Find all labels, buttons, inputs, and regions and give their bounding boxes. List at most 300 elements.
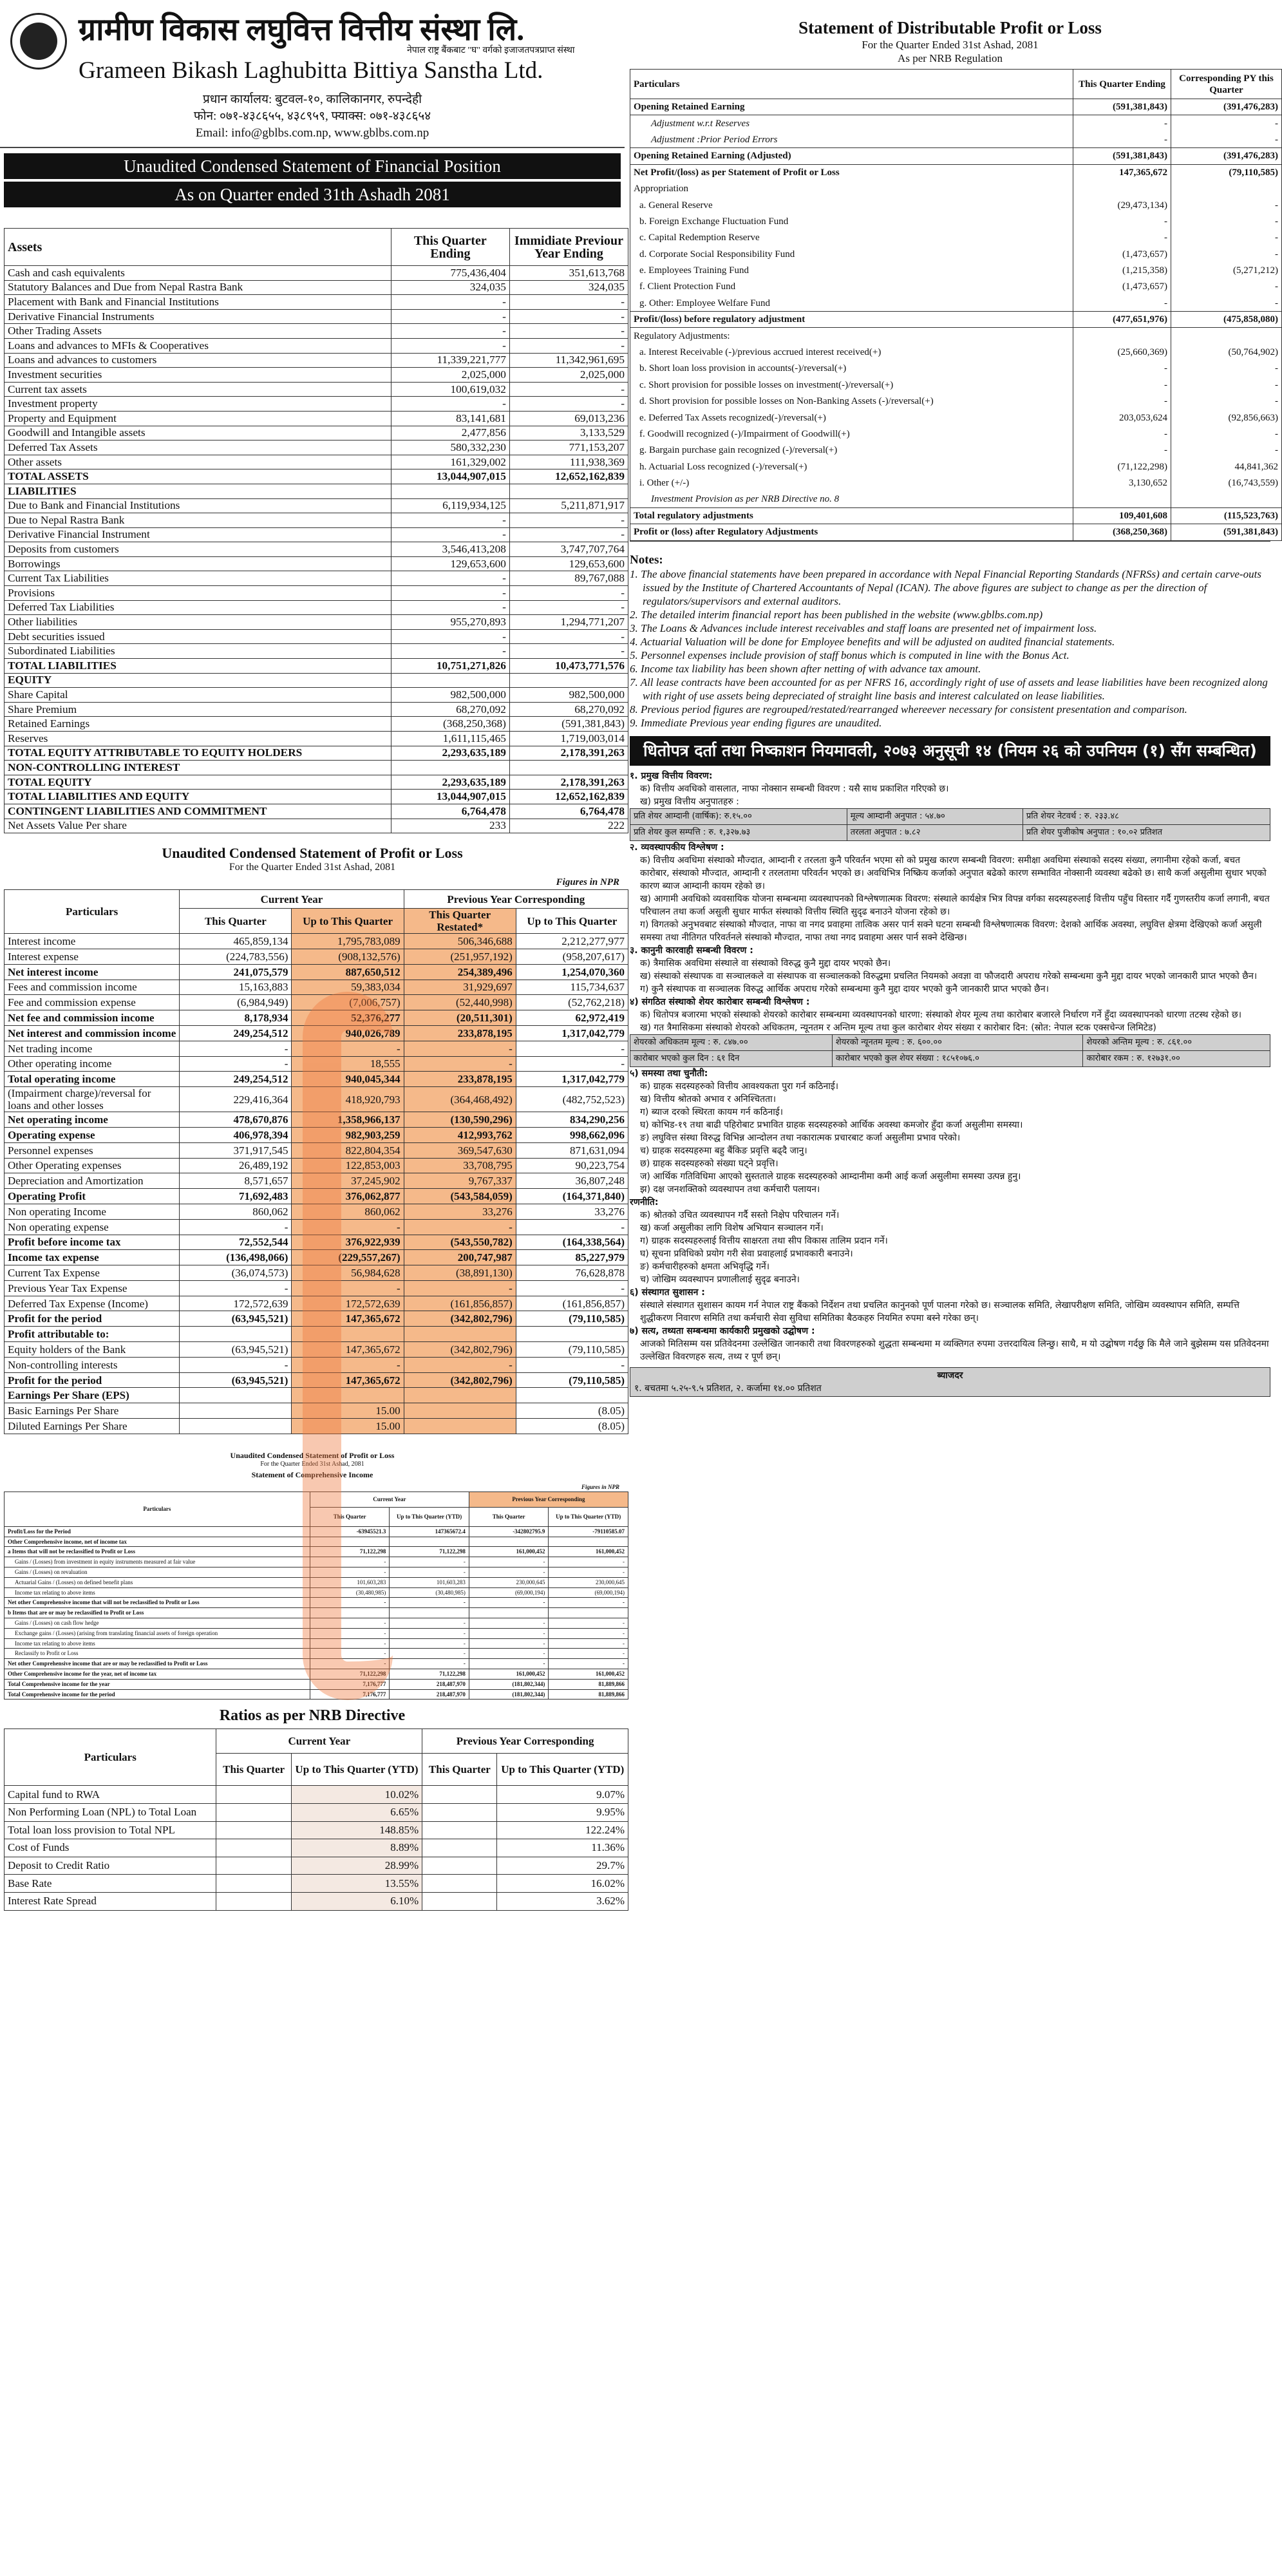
fp-head-prev: Immidiate Previour Year Ending bbox=[509, 229, 628, 266]
interest-rate-text: १. बचतमा ५.२५-९.५ प्रतिशत, २. कर्जामा १४.०० प्रतिशत bbox=[634, 1383, 822, 1394]
ci-row bbox=[5, 1628, 628, 1638]
pl-row bbox=[5, 1235, 628, 1250]
ci-val-2: 71,122,298 bbox=[390, 1547, 469, 1557]
ci-val-3: - bbox=[469, 1638, 549, 1649]
fp-row bbox=[5, 397, 628, 412]
rt-sub-2: This Quarter bbox=[422, 1754, 497, 1786]
fp-row bbox=[5, 266, 628, 281]
ratio-val-4: 11.36% bbox=[497, 1839, 628, 1857]
pl-row bbox=[5, 934, 628, 949]
note-item: 6. Income tax liability has been shown after netting of with advance tax amount. bbox=[630, 662, 981, 675]
ci-val-4: 161,000,452 bbox=[549, 1669, 628, 1680]
pl-sub-0: This Quarter bbox=[180, 909, 292, 934]
dp-this: - bbox=[1073, 131, 1171, 147]
fp-row bbox=[5, 688, 628, 703]
dp-this: (25,660,369) bbox=[1073, 344, 1171, 360]
pl-val-1 bbox=[180, 1388, 292, 1403]
dp-label: b. Short loan loss provision in accounts(-)/reversal(+) bbox=[630, 361, 1073, 377]
pl-row bbox=[5, 1219, 628, 1235]
box4-1: कारोबार भएको कुल शेयर संख्या : १८५१०७६.० bbox=[832, 1050, 1082, 1066]
ratio-val-2: 10.02% bbox=[291, 1786, 422, 1804]
dp-label: f. Client Protection Fund bbox=[630, 279, 1073, 295]
ci-val-2: 218,487,970 bbox=[390, 1689, 469, 1700]
fp-prev: 129,653,600 bbox=[509, 556, 628, 571]
pl-val-2: 59,383,034 bbox=[292, 980, 404, 995]
rt-head-particulars: Particulars bbox=[5, 1729, 216, 1786]
dp-label: e. Deferred Tax Assets recognized(-)/reversal(+) bbox=[630, 410, 1073, 426]
dp-label: Profit or (loss) after Regulatory Adjustments bbox=[630, 524, 1073, 540]
pl-val-1: 8,571,657 bbox=[180, 1173, 292, 1189]
pl-row bbox=[5, 1112, 628, 1128]
ci-row bbox=[5, 1649, 628, 1659]
pl-row bbox=[5, 1041, 628, 1056]
ci-val-4: 81,889,866 bbox=[549, 1689, 628, 1700]
fp-prev: 5,211,871,917 bbox=[509, 498, 628, 513]
pl-head-current: Current Year bbox=[180, 890, 404, 909]
ci-sub-2: This Quarter bbox=[469, 1507, 549, 1526]
d-p4a: क) धितोपत्र बजारमा भएको संस्थाको शेयरको कारोबार सम्बन्धमा व्यवस्थापनको धारणा: संस्थाको शेयर मूल्य तथा कारोबार बजारले निर्धारण गर्ने हुँदा व्यवस्थापनको धारणा तटस्थ रहेको छ। bbox=[640, 1009, 1241, 1020]
pl-row bbox=[5, 1127, 628, 1142]
fp-this: - bbox=[391, 629, 509, 644]
dp-row bbox=[630, 491, 1282, 507]
pl-val-1: (36,074,573) bbox=[180, 1265, 292, 1281]
pl-label: Other operating income bbox=[5, 1056, 180, 1072]
pl-label: Earnings Per Share (EPS) bbox=[5, 1388, 180, 1403]
fp-label: Deferred Tax Assets bbox=[5, 440, 391, 455]
ci-row bbox=[5, 1567, 628, 1578]
ratio-label: Non Performing Loan (NPL) to Total Loan bbox=[5, 1804, 216, 1822]
dp-this: - bbox=[1073, 377, 1171, 393]
dp-head-this: This Quarter Ending bbox=[1073, 70, 1171, 99]
ci-val-3: (69,000,194) bbox=[469, 1587, 549, 1598]
ci-val-1: - bbox=[310, 1567, 390, 1578]
ci-row bbox=[5, 1608, 628, 1618]
ci-val-3: 161,000,452 bbox=[469, 1547, 549, 1557]
dp-this: - bbox=[1073, 361, 1171, 377]
ratio-val-3 bbox=[422, 1786, 497, 1804]
pl-val-1: 371,917,545 bbox=[180, 1142, 292, 1158]
fp-this: - bbox=[391, 586, 509, 601]
dp-prev: - bbox=[1171, 115, 1281, 131]
dp-this: (71,122,298) bbox=[1073, 459, 1171, 475]
ci-sub-0: This Quarter bbox=[310, 1507, 390, 1526]
fp-label: TOTAL LIABILITIES AND EQUITY bbox=[5, 790, 391, 804]
pl-label: Net trading income bbox=[5, 1041, 180, 1056]
ratio-row bbox=[5, 1875, 628, 1893]
ci-val-1: (30,480,985) bbox=[310, 1587, 390, 1598]
ci-row bbox=[5, 1689, 628, 1700]
fp-row bbox=[5, 761, 628, 775]
fp-label: Placement with Bank and Financial Institutions bbox=[5, 295, 391, 310]
financial-position-table bbox=[4, 228, 628, 833]
pl-val-1: (63,945,521) bbox=[180, 1311, 292, 1327]
fp-prev: 69,013,236 bbox=[509, 411, 628, 426]
company-name-english: Grameen Bikash Laghubitta Bittiya Sanstha Ltd. bbox=[79, 57, 543, 84]
ci-sub-3: Up to This Quarter (YTD) bbox=[549, 1507, 628, 1526]
ci-row bbox=[5, 1659, 628, 1669]
pl-val-2 bbox=[292, 1327, 404, 1342]
challenge-item: ख) वित्तीय श्रोतको अभाव र अनिश्चितता। bbox=[640, 1094, 777, 1104]
pl-val-4: 834,290,256 bbox=[516, 1112, 628, 1128]
interest-rate-label: ब्याजदर bbox=[937, 1370, 963, 1381]
dp-label: d. Short provision for possible losses on Non-Banking Assets (-)/reversal(+) bbox=[630, 393, 1073, 410]
note-item: 7. All lease contracts have been accounted for as per NFRS 16, accordingly right of use of assets and lease liabilities have been recognized along with right of use assets being depreciated of straight line basis and interest calculated on lease liabilities. bbox=[630, 676, 1268, 702]
pl-label: Diluted Earnings Per Share bbox=[5, 1419, 180, 1434]
note-item: 1. The above financial statements have been prepared in accordance with Nepal Financial Reporting Standards (NFRSs) and certain carve-outs issued by the Institute of Chartered Accountants of Nepal (ICAN). The above figures are subject to change as per the direction of regulators/supervisors and external auditors. bbox=[630, 567, 1261, 607]
pl-val-3: (251,957,192) bbox=[404, 949, 516, 964]
dp-this: 109,401,608 bbox=[1073, 507, 1171, 524]
pl-val-3: 33,276 bbox=[404, 1204, 516, 1219]
ci-label: Income tax relating to above items bbox=[5, 1638, 310, 1649]
pl-label: Profit attributable to: bbox=[5, 1327, 180, 1342]
dp-this bbox=[1073, 328, 1171, 344]
pl-val-2: 122,853,003 bbox=[292, 1158, 404, 1173]
dp-this: (368,250,368) bbox=[1073, 524, 1171, 540]
challenge-item: घ) कोभिड-१९ तथा बाढी पहिरोबाट प्रभावित ग्राहक सदस्यहरुको आर्थिक अवस्था कमजोर हुँदा कर्जा असुलीमा समस्या। bbox=[640, 1119, 1023, 1130]
dp-label: c. Short provision for possible losses on investment(-)/reversal(+) bbox=[630, 377, 1073, 393]
pl-label: (Impairment charge)/reversal for loans and other losses bbox=[5, 1087, 180, 1112]
pl-val-3: (38,891,130) bbox=[404, 1265, 516, 1281]
dp-label: f. Goodwill recognized (-)/Impairment of Goodwill(+) bbox=[630, 426, 1073, 442]
ci-row bbox=[5, 1679, 628, 1689]
pl-val-3: 254,389,496 bbox=[404, 964, 516, 980]
fp-head-assets: Assets bbox=[5, 229, 391, 266]
pl-val-1: 465,859,134 bbox=[180, 934, 292, 949]
fp-label: Other assets bbox=[5, 455, 391, 469]
pl-row bbox=[5, 1342, 628, 1358]
dp-this: (591,381,843) bbox=[1073, 148, 1171, 164]
dp-prev: (391,476,283) bbox=[1171, 148, 1281, 164]
dp-row bbox=[630, 410, 1282, 426]
dp-label: h. Actuarial Loss recognized (-)/reversal(+) bbox=[630, 459, 1073, 475]
pl-label: Depreciation and Amortization bbox=[5, 1173, 180, 1189]
dp-this: (477,651,976) bbox=[1073, 312, 1171, 328]
ratios-table bbox=[4, 1728, 628, 1910]
dp-prev bbox=[1171, 180, 1281, 196]
dp-prev: (475,858,080) bbox=[1171, 312, 1281, 328]
pl-head-particulars: Particulars bbox=[5, 890, 180, 934]
pl-val-3: (52,440,998) bbox=[404, 995, 516, 1010]
dp-this bbox=[1073, 491, 1171, 507]
fp-row bbox=[5, 571, 628, 586]
fp-prev: 324,035 bbox=[509, 280, 628, 295]
ci-label: Net other Comprehensive income that will not be reclassified to Profit or Loss bbox=[5, 1598, 310, 1608]
dp-row bbox=[630, 442, 1282, 459]
pl-label: Operating expense bbox=[5, 1127, 180, 1142]
pl-label: Interest expense bbox=[5, 949, 180, 964]
ci-val-2: 101,603,283 bbox=[390, 1577, 469, 1587]
dp-this: - bbox=[1073, 213, 1171, 229]
ci-val-2: - bbox=[390, 1659, 469, 1669]
ci-val-2: - bbox=[390, 1557, 469, 1567]
challenge-item: झ) दक्ष जनशक्तिको व्यवस्थापन तथा कर्मचारी पलायन। bbox=[640, 1184, 820, 1195]
d-s2: २. व्यवस्थापकीय विश्लेषण : bbox=[630, 842, 724, 853]
fp-label: Current tax assets bbox=[5, 382, 391, 397]
dp-row bbox=[630, 99, 1282, 115]
ci-val-4: -79110585.07 bbox=[549, 1526, 628, 1537]
pl-label: Non operating expense bbox=[5, 1219, 180, 1235]
challenge-item: छ) ग्राहक सदस्यहरुको संख्या घट्ने प्रवृत्ति। bbox=[640, 1158, 778, 1169]
pl-val-4: (164,371,840) bbox=[516, 1189, 628, 1204]
fp-label: Derivative Financial Instrument bbox=[5, 527, 391, 542]
ratio-label: Base Rate bbox=[5, 1875, 216, 1893]
ci-val-3: - bbox=[469, 1618, 549, 1629]
pl-title: Unaudited Condensed Statement of Profit or Loss bbox=[162, 845, 463, 862]
fp-this: 2,293,635,189 bbox=[391, 775, 509, 790]
fp-this: - bbox=[391, 600, 509, 615]
ci-val-1: -63945521.3 bbox=[310, 1526, 390, 1537]
dp-row bbox=[630, 197, 1282, 213]
pl-label: Deferred Tax Expense (Income) bbox=[5, 1296, 180, 1311]
dp-label: Net Profit/(loss) as per Statement of Profit or Loss bbox=[630, 164, 1073, 180]
ci-val-2 bbox=[390, 1537, 469, 1547]
dp-prev: (79,110,585) bbox=[1171, 164, 1281, 180]
ratio-val-1 bbox=[216, 1821, 291, 1839]
note-item: 8. Previous period figures are regrouped/restated/rearranged whereever necessary for consistent presentation and comparison. bbox=[630, 703, 1187, 715]
pl-val-2: 418,920,793 bbox=[292, 1087, 404, 1112]
pl-val-4: - bbox=[516, 1056, 628, 1072]
ratio-label: Deposit to Credit Ratio bbox=[5, 1857, 216, 1875]
fp-prev: 1,294,771,207 bbox=[509, 615, 628, 630]
pl-val-1: 478,670,876 bbox=[180, 1112, 292, 1128]
dp-row bbox=[630, 279, 1282, 295]
fp-row bbox=[5, 411, 628, 426]
ci-val-2: - bbox=[390, 1618, 469, 1629]
fp-prev: - bbox=[509, 527, 628, 542]
fp-prev: 1,719,003,014 bbox=[509, 732, 628, 746]
strategy-item: ङ) कर्मचारीहरुको क्षमता अभिवृद्धि गर्ने। bbox=[640, 1261, 770, 1272]
ci-val-1: - bbox=[310, 1638, 390, 1649]
box1-0: प्रति शेयर आम्दानी (वार्षिक): रु.१५.०० bbox=[630, 808, 847, 824]
dp-prev bbox=[1171, 491, 1281, 507]
fp-prev: 89,767,088 bbox=[509, 571, 628, 586]
ci-val-4: - bbox=[549, 1659, 628, 1669]
fp-prev: - bbox=[509, 338, 628, 353]
dp-prev: - bbox=[1171, 279, 1281, 295]
pl-label: Total operating income bbox=[5, 1072, 180, 1087]
ci-head-particulars: Particulars bbox=[5, 1492, 310, 1526]
dp-row bbox=[630, 426, 1282, 442]
pl-val-4: 1,254,070,360 bbox=[516, 964, 628, 980]
fp-this: 129,653,600 bbox=[391, 556, 509, 571]
pl-row bbox=[5, 1189, 628, 1204]
dp-head-prev: Corresponding PY this Quarter bbox=[1171, 70, 1281, 99]
ratio-row bbox=[5, 1804, 628, 1822]
pl-val-1: 249,254,512 bbox=[180, 1025, 292, 1041]
pl-val-2: - bbox=[292, 1280, 404, 1296]
ci-val-2: 71,122,298 bbox=[390, 1669, 469, 1680]
d-s7: ७) सत्य, तथ्यता सम्बन्धमा कार्यकारी प्रमुखको उद्घोषण : bbox=[630, 1325, 815, 1336]
fp-label: TOTAL EQUITY ATTRIBUTABLE TO EQUITY HOLDERS bbox=[5, 746, 391, 761]
pl-val-1: 229,416,364 bbox=[180, 1087, 292, 1112]
fp-this: 233 bbox=[391, 819, 509, 833]
d-s4: ४) संगठित संस्थाको शेयर कारोबार सम्बन्धी विश्लेषण : bbox=[630, 996, 810, 1007]
dp-row bbox=[630, 475, 1282, 491]
dp-row bbox=[630, 393, 1282, 410]
dp-label: a. General Reserve bbox=[630, 197, 1073, 213]
strategy-item: घ) सूचना प्रविधिको प्रयोग गरी सेवा प्रवाहलाई प्रभावकारी बनाउने। bbox=[640, 1248, 853, 1259]
fp-label: Derivative Financial Instruments bbox=[5, 309, 391, 324]
fp-label: Share Premium bbox=[5, 702, 391, 717]
fp-row bbox=[5, 353, 628, 368]
pl-sub-3: Up to This Quarter bbox=[516, 909, 628, 934]
fp-row bbox=[5, 440, 628, 455]
fp-label: EQUITY bbox=[5, 673, 391, 688]
right-column bbox=[625, 0, 1277, 2576]
pl-sub-2: This Quarter Restated* bbox=[404, 909, 516, 934]
ci-label: Other Comprehensive income, net of income tax bbox=[5, 1537, 310, 1547]
pl-val-4: (482,752,523) bbox=[516, 1087, 628, 1112]
ratios-title: Ratios as per NRB Directive bbox=[219, 1707, 406, 1725]
ci-val-3: - bbox=[469, 1557, 549, 1567]
pl-row bbox=[5, 1388, 628, 1403]
pl-val-4: 36,807,248 bbox=[516, 1173, 628, 1189]
dp-prev: - bbox=[1171, 361, 1281, 377]
pl-val-4: (8.05) bbox=[516, 1403, 628, 1419]
fp-this: 2,477,856 bbox=[391, 426, 509, 440]
ci-val-2 bbox=[390, 1608, 469, 1618]
d-p3b: ख) संस्थाको संस्थापक वा सञ्चालकले वा संस्थापक वा सञ्चालकको विरुद्धमा प्रचलित नियमको अवज्ञा वा फौजदारी अपराध गरेको सम्बन्धमा कुनै मुद्दा दायर भएको जानकारी प्राप्त भएको छैन। bbox=[640, 971, 1258, 981]
d-p2a: क) वित्तीय अवधिमा संस्थाको मौज्दात, आम्दानी र तरलता कुनै परिवर्तन भएमा सो को प्रमुख कारण सम्बन्धी विवरण: समीक्षा अवधिमा संस्थाको सदस्य संख्या, लगानीमा रहेको कर्जा, बचत कारोबार, संस्थाको मौज्दात, आम्दानी र तरलतामा परिवर्तन भएको छ। अवधिभित्र निष्क्रिय कर्जाको अनुपात बढेको कारण सम्भावित नोक्सानी व्यवस्था बढेको छ। साथै कर्जा असुलीमा सुधार भएको कारण ब्याज आम्दानी कायम रहेको छ। bbox=[640, 855, 1267, 891]
dp-row bbox=[630, 328, 1282, 344]
fp-label: Reserves bbox=[5, 732, 391, 746]
ci-val-1: - bbox=[310, 1598, 390, 1608]
ci-val-2: - bbox=[390, 1638, 469, 1649]
ci-val-1: - bbox=[310, 1628, 390, 1638]
ci-row bbox=[5, 1557, 628, 1567]
note-item: 2. The detailed interim financial report has been published in the website (www.gblbs.com.np) bbox=[630, 608, 1043, 621]
note-item: 4. Actuarial Valuation will be done for Employee benefits and will be adjusted on audited financial statements. bbox=[630, 635, 1115, 648]
fp-prev: 12,652,162,839 bbox=[509, 790, 628, 804]
fp-prev: - bbox=[509, 586, 628, 601]
fp-prev: 2,178,391,263 bbox=[509, 775, 628, 790]
dp-row bbox=[630, 344, 1282, 360]
rt-sub-1: Up to This Quarter (YTD) bbox=[291, 1754, 422, 1786]
dp-this: 147,365,672 bbox=[1073, 164, 1171, 180]
pl-val-4: (79,110,585) bbox=[516, 1342, 628, 1358]
dp-row bbox=[630, 361, 1282, 377]
pl-val-1: (224,783,556) bbox=[180, 949, 292, 964]
ci-val-4 bbox=[549, 1608, 628, 1618]
dp-label: Opening Retained Earning (Adjusted) bbox=[630, 148, 1073, 164]
ci-row bbox=[5, 1547, 628, 1557]
fp-label: Property and Equipment bbox=[5, 411, 391, 426]
fp-this: 982,500,000 bbox=[391, 688, 509, 703]
pl-val-3 bbox=[404, 1403, 516, 1419]
ci-label: Income tax relating to above items bbox=[5, 1587, 310, 1598]
ratio-val-3 bbox=[422, 1821, 497, 1839]
pl-val-3: (130,590,296) bbox=[404, 1112, 516, 1128]
pl-val-3: 9,767,337 bbox=[404, 1173, 516, 1189]
fp-label: Cash and cash equivalents bbox=[5, 266, 391, 281]
dp-label: Opening Retained Earning bbox=[630, 99, 1073, 115]
dp-prev: (591,381,843) bbox=[1171, 524, 1281, 540]
ratio-val-4: 122.24% bbox=[497, 1821, 628, 1839]
ratio-val-2: 13.55% bbox=[291, 1875, 422, 1893]
pl-val-4: 115,734,637 bbox=[516, 980, 628, 995]
fp-prev: 222 bbox=[509, 819, 628, 833]
ci-val-1: 101,603,283 bbox=[310, 1577, 390, 1587]
pl-val-3: 233,878,195 bbox=[404, 1025, 516, 1041]
dp-label: g. Bargain purchase gain recognized (-)/reversal(+) bbox=[630, 442, 1073, 459]
fp-row bbox=[5, 338, 628, 353]
fp-label: Loans and advances to customers bbox=[5, 353, 391, 368]
pl-label: Profit before income tax bbox=[5, 1235, 180, 1250]
pl-val-4: - bbox=[516, 1357, 628, 1372]
ci-val-4: 230,000,645 bbox=[549, 1577, 628, 1587]
challenge-item: च) ग्राहक सदस्यहरुमा बहु बैंकिङ प्रवृत्ति बढ्दै जानु। bbox=[640, 1145, 807, 1156]
pl-row bbox=[5, 1403, 628, 1419]
fp-prev bbox=[509, 484, 628, 498]
pl-label: Income tax expense bbox=[5, 1250, 180, 1265]
fp-label: TOTAL LIABILITIES bbox=[5, 659, 391, 674]
fp-row bbox=[5, 542, 628, 557]
fp-row bbox=[5, 629, 628, 644]
fp-row bbox=[5, 775, 628, 790]
ratio-val-1 bbox=[216, 1839, 291, 1857]
ci-val-3 bbox=[469, 1608, 549, 1618]
fp-row bbox=[5, 309, 628, 324]
fp-this: 13,044,907,015 bbox=[391, 790, 509, 804]
rt-sub-0: This Quarter bbox=[216, 1754, 291, 1786]
fp-this: 13,044,907,015 bbox=[391, 469, 509, 484]
pl-val-4: (161,856,857) bbox=[516, 1296, 628, 1311]
box2-2: प्रति शेयर पुजीकोष अनुपात : १०.०२ प्रतिशत bbox=[1023, 824, 1270, 840]
dp-title: Statement of Distributable Profit or Loss bbox=[798, 18, 1102, 37]
pl-val-2: (7,006,757) bbox=[292, 995, 404, 1010]
dp-this: - bbox=[1073, 426, 1171, 442]
dp-label: Total regulatory adjustments bbox=[630, 507, 1073, 524]
dp-this: (1,473,657) bbox=[1073, 279, 1171, 295]
fp-prev: - bbox=[509, 644, 628, 659]
pl-val-4: 1,317,042,779 bbox=[516, 1025, 628, 1041]
dp-prev: (115,523,763) bbox=[1171, 507, 1281, 524]
fp-title: Unaudited Condensed Statement of Financial Position bbox=[4, 153, 621, 179]
d-s1b: ख) प्रमुख वित्तीय अनुपातहरु : bbox=[640, 796, 739, 807]
ci-label: Profit/Loss for the Period bbox=[5, 1526, 310, 1537]
dp-this: - bbox=[1073, 115, 1171, 131]
ci-row bbox=[5, 1537, 628, 1547]
pl-val-2: 982,903,259 bbox=[292, 1127, 404, 1142]
pl-val-3: 33,708,795 bbox=[404, 1158, 516, 1173]
dp-prev: (5,271,212) bbox=[1171, 262, 1281, 278]
dp-row bbox=[630, 524, 1282, 540]
fp-this bbox=[391, 484, 509, 498]
ci-val-4: - bbox=[549, 1649, 628, 1659]
fp-row bbox=[5, 484, 628, 498]
pl-row bbox=[5, 1372, 628, 1388]
fp-label: Statutory Balances and Due from Nepal Rastra Bank bbox=[5, 280, 391, 295]
rt-head-previous: Previous Year Corresponding bbox=[422, 1729, 628, 1754]
d-p6: संस्थाले संस्थागत सुशासन कायम गर्न नेपाल राष्ट्र बैंकको निर्देशन तथा प्रचलित कानुनको पूर्ण पालना गरेको छ। सञ्चालक समिति, लेखापरीक्षण समिति, जोखिम व्यवस्थापन समिति, सम्पत्ति शुद्धीकरण निवारण समिति तथा कर्मचारी सेवा सुविधा समितिका बैठकहरु नियमित रुपमा बस्ने गरेका छन्। bbox=[640, 1300, 1240, 1323]
strategy-item: क) श्रोतको उचित व्यवस्थापन गर्दै सस्तो निक्षेप परिचालन गर्ने। bbox=[640, 1209, 840, 1220]
dp-subtitle: For the Quarter Ended 31st Ashad, 2081 bbox=[862, 39, 1039, 51]
fp-label: Retained Earnings bbox=[5, 717, 391, 732]
pl-val-4: (164,338,564) bbox=[516, 1235, 628, 1250]
key-ratio-box bbox=[630, 808, 1270, 841]
fp-this: - bbox=[391, 513, 509, 528]
ratio-label: Cost of Funds bbox=[5, 1839, 216, 1857]
dp-this: - bbox=[1073, 230, 1171, 246]
pl-val-2: 172,572,639 bbox=[292, 1296, 404, 1311]
ratio-val-1 bbox=[216, 1875, 291, 1893]
dp-this bbox=[1073, 180, 1171, 196]
dp-prev: - bbox=[1171, 377, 1281, 393]
pl-val-3: (364,468,492) bbox=[404, 1087, 516, 1112]
ci-val-4: - bbox=[549, 1628, 628, 1638]
fp-label: Other Trading Assets bbox=[5, 324, 391, 339]
dp-head-particulars: Particulars bbox=[630, 70, 1073, 99]
